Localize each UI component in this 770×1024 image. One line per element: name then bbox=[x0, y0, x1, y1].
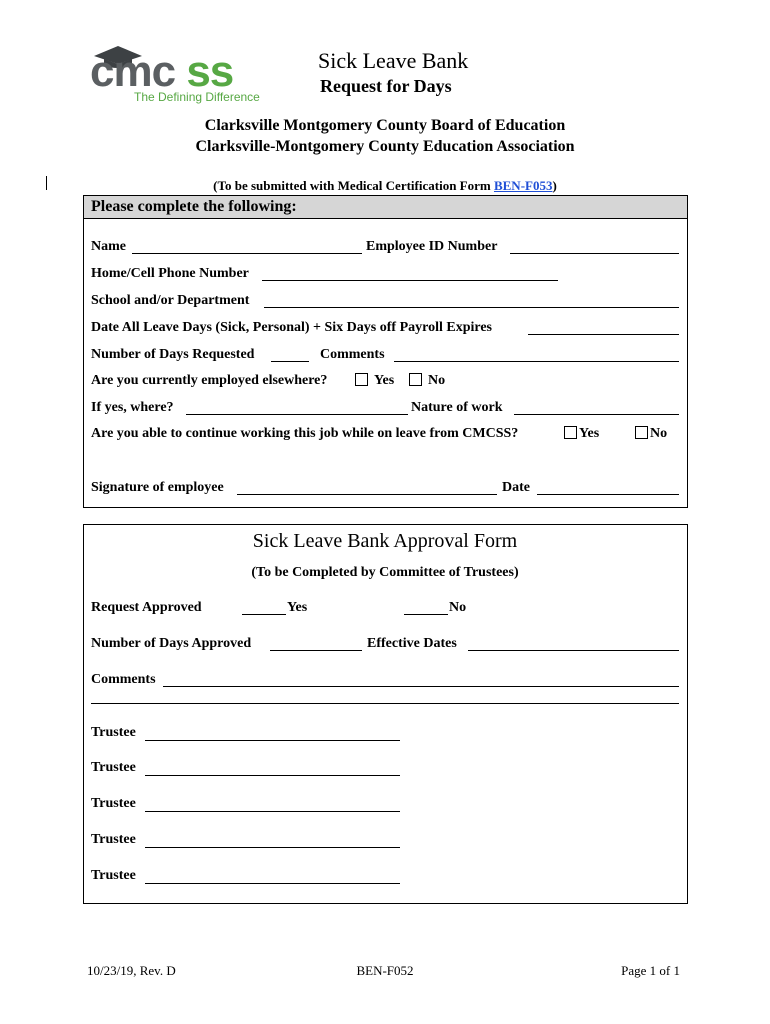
request-heading: Please complete the following: bbox=[91, 198, 297, 215]
footer-page: Page 1 of 1 bbox=[621, 963, 680, 978]
request-heading-bar bbox=[84, 196, 687, 219]
school-field[interactable] bbox=[264, 307, 679, 308]
logo-wordmark: cmc bbox=[90, 47, 176, 96]
leave-date-field[interactable] bbox=[528, 334, 679, 335]
approval-title: Sick Leave Bank Approval Form bbox=[252, 530, 518, 552]
employed-yes-label: Yes bbox=[374, 373, 395, 388]
approved-no-field[interactable] bbox=[404, 614, 448, 615]
org-board: Clarksville Montgomery County Board of Education bbox=[204, 117, 566, 134]
page-subtitle: Request for Days bbox=[320, 76, 452, 96]
approval-comments-field-2[interactable] bbox=[91, 703, 679, 704]
name-label: Name bbox=[91, 239, 126, 254]
where-label: If yes, where? bbox=[91, 400, 174, 415]
signature-date-field[interactable] bbox=[537, 494, 679, 495]
days-requested-field[interactable] bbox=[271, 361, 309, 362]
effective-dates-label: Effective Dates bbox=[367, 636, 457, 651]
trustee-label-4: Trustee bbox=[91, 832, 136, 847]
footer-form-id: BEN-F052 bbox=[356, 963, 414, 978]
request-comments-field[interactable] bbox=[394, 361, 679, 362]
employed-no-label: No bbox=[428, 373, 446, 388]
name-field[interactable] bbox=[132, 253, 362, 254]
continue-yes-label: Yes bbox=[579, 426, 600, 441]
continue-yes-checkbox[interactable] bbox=[564, 426, 577, 439]
signature-field[interactable] bbox=[237, 494, 497, 495]
trustee-field-4[interactable] bbox=[145, 847, 400, 848]
days-requested-label: Number of Days Requested bbox=[91, 347, 255, 362]
effective-dates-field[interactable] bbox=[468, 650, 679, 651]
phone-label: Home/Cell Phone Number bbox=[91, 266, 249, 281]
approved-yes-field[interactable] bbox=[242, 614, 286, 615]
where-field[interactable] bbox=[186, 414, 408, 415]
note-prefix: (To be submitted with Medical Certification Form bbox=[213, 178, 494, 193]
note-suffix: ) bbox=[552, 178, 557, 193]
nature-label: Nature of work bbox=[411, 400, 503, 415]
phone-field[interactable] bbox=[262, 280, 558, 281]
signature-label: Signature of employee bbox=[91, 480, 224, 495]
employed-yes-checkbox[interactable] bbox=[355, 373, 368, 386]
school-label: School and/or Department bbox=[91, 293, 250, 308]
approval-subtitle: (To be Completed by Committee of Trustees) bbox=[251, 565, 519, 580]
signature-date-label: Date bbox=[502, 480, 530, 495]
page-title: Sick Leave Bank bbox=[318, 48, 469, 73]
approved-no-label: No bbox=[449, 600, 467, 615]
logo-tagline: The Defining Difference bbox=[134, 90, 260, 104]
days-approved-label: Number of Days Approved bbox=[91, 636, 252, 651]
employee-id-label: Employee ID Number bbox=[366, 239, 498, 254]
employed-no-checkbox[interactable] bbox=[409, 373, 422, 386]
trustee-field-1[interactable] bbox=[145, 740, 400, 741]
request-approved-label: Request Approved bbox=[91, 600, 202, 615]
ben-f053-link[interactable]: BEN-F053 bbox=[493, 178, 553, 193]
employed-question: Are you currently employed elsewhere? bbox=[91, 373, 328, 388]
logo-wordmark-accent: ss bbox=[186, 47, 234, 96]
submission-note bbox=[0, 178, 770, 194]
trustee-label-5: Trustee bbox=[91, 868, 136, 883]
approved-yes-label: Yes bbox=[287, 600, 308, 615]
cmcss-logo bbox=[88, 44, 288, 108]
org-association: Clarksville-Montgomery County Education Association bbox=[195, 138, 575, 155]
days-approved-field[interactable] bbox=[270, 650, 362, 651]
trustee-field-2[interactable] bbox=[145, 775, 400, 776]
leave-date-label: Date All Leave Days (Sick, Personal) + Six Days off Payroll Expires bbox=[91, 320, 492, 335]
trustee-field-3[interactable] bbox=[145, 811, 400, 812]
continue-question: Are you able to continue working this job while on leave from CMCSS? bbox=[91, 426, 519, 441]
trustee-label-3: Trustee bbox=[91, 796, 136, 811]
trustee-label-2: Trustee bbox=[91, 760, 136, 775]
employee-id-field[interactable] bbox=[510, 253, 679, 254]
trustee-label-1: Trustee bbox=[91, 725, 136, 740]
continue-no-checkbox[interactable] bbox=[635, 426, 648, 439]
request-comments-label: Comments bbox=[320, 347, 385, 362]
approval-comments-label: Comments bbox=[91, 672, 156, 687]
continue-no-label: No bbox=[650, 426, 668, 441]
trustee-field-5[interactable] bbox=[145, 883, 400, 884]
approval-comments-field[interactable] bbox=[163, 686, 679, 687]
footer-date-rev: 10/23/19, Rev. D bbox=[87, 963, 176, 978]
nature-field[interactable] bbox=[514, 414, 679, 415]
